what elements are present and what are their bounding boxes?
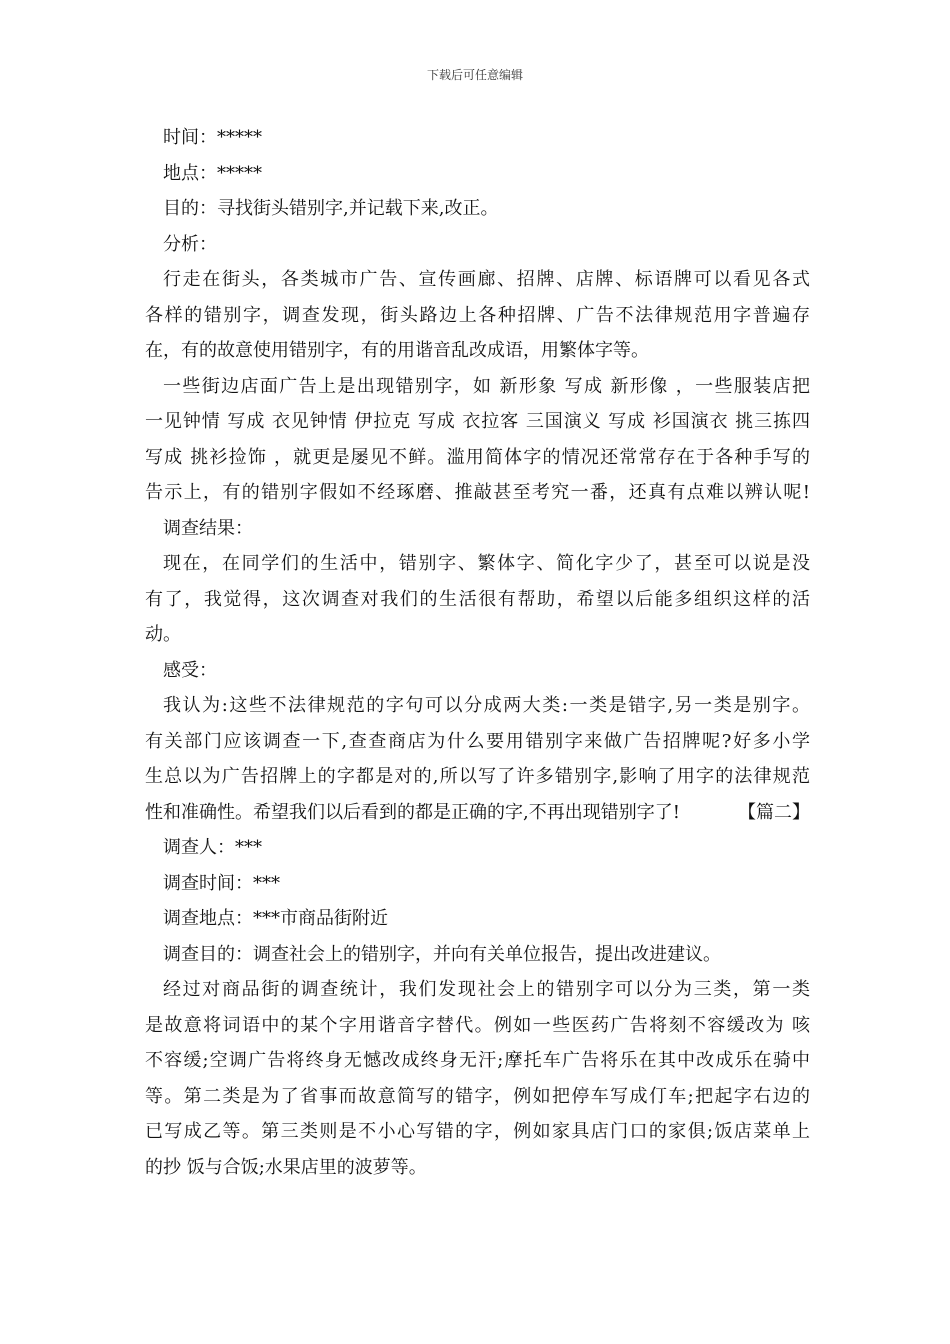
survey-purpose-line: 调查目的：调查社会上的错别字，并向有关单位报告，提出改进建议。 [163, 943, 721, 965]
part-two-marker: 【篇二】 [738, 801, 810, 823]
survey-time-line: 调查时间：*** [163, 872, 280, 894]
time-line: 时间：***** [163, 127, 262, 148]
paragraph-line: 告示上，有的错别字假如不经琢磨、推敲甚至考究一番，还真有点难以辨认呢! [145, 482, 810, 503]
paragraph-line: 在，有的故意使用错别字，有的用谐音乱改成语，用繁体字等。 [145, 340, 649, 361]
paragraph-line: 现在，在同学们的生活中，错别字、繁体字、简化字少了，甚至可以说是没 [163, 553, 810, 574]
paragraph-line: 行走在街头，各类城市广告、宣传画廊、招牌、店牌、标语牌可以看见各式 [163, 269, 810, 290]
location-line: 地点：***** [163, 162, 262, 184]
survey-location-line: 调查地点：***市商品街附近 [163, 908, 388, 929]
paragraph-line: 有了，我觉得，这次调查对我们的生活很有帮助，希望以后能多组织这样的活 [145, 588, 810, 610]
paragraph-line: 是故意将词语中的某个字用谐音字替代。例如一些医药广告将刻不容缓改为 咳 [145, 1014, 810, 1036]
section-heading-analysis: 分析： [163, 233, 217, 255]
paragraph-line: 一见钟情 写成 衣见钟情 伊拉克 写成 衣拉客 三国演义 写成 衫国演衣 挑三拣四 [145, 411, 810, 432]
paragraph-line: 各样的错别字，调查发现，街头路边上各种招牌、广告不法律规范用字普遍存 [145, 304, 810, 326]
paragraph-line [145, 795, 810, 831]
section-heading-feelings: 感受： [163, 659, 217, 681]
page-header: 下载后可任意编辑 [426, 68, 523, 82]
paragraph-line: 已写成乙等。第三类则是不小心写错的字，例如家具店门口的家俱;饭店菜单上 [145, 1121, 810, 1142]
paragraph-line: 的抄 饭与合饭;水果店里的波萝等。 [145, 1156, 427, 1178]
paragraph-line: 不容缓;空调广告将终身无憾改成终身无汗;摩托车广告将乐在其中改成乐在骑中 [145, 1050, 810, 1071]
paragraph-line: 有关部门应该调查一下,查查商店为什么要用错别字来做广告招牌呢?好多小学 [145, 730, 810, 752]
paragraph-line: 动。 [145, 624, 181, 645]
paragraph-line: 我认为:这些不法律规范的字句可以分成两大类:一类是错字,另一类是别字。 [163, 695, 810, 716]
investigator-line: 调查人：*** [163, 837, 262, 858]
paragraph-line: 等。第二类是为了省事而故意简写的错字，例如把停车写成仃车;把起字右边的 [145, 1085, 810, 1107]
paragraph-line: 经过对商品街的调查统计，我们发现社会上的错别字可以分为三类，第一类 [163, 979, 810, 1000]
document-body [145, 120, 810, 1185]
paragraph-line: 写成 挑衫捡饰 ，就更是屡见不鲜。滥用简体字的情况还常常存在于各种手写的 [145, 446, 810, 468]
paragraph-text: 性和准确性。希望我们以后看到的都是正确的字,不再出现错别字了! [145, 801, 680, 823]
paragraph-line: 生总以为广告招牌上的字都是对的,所以写了许多错别字,影响了用字的法律规范 [145, 766, 810, 787]
section-heading-results: 调查结果： [163, 517, 253, 539]
paragraph-line: 一些街边店面广告上是出现错别字，如 新形象 写成 新形像 ，一些服装店把 [163, 375, 810, 397]
purpose-line: 目的：寻找街头错别字,并记载下来,改正。 [163, 198, 499, 219]
